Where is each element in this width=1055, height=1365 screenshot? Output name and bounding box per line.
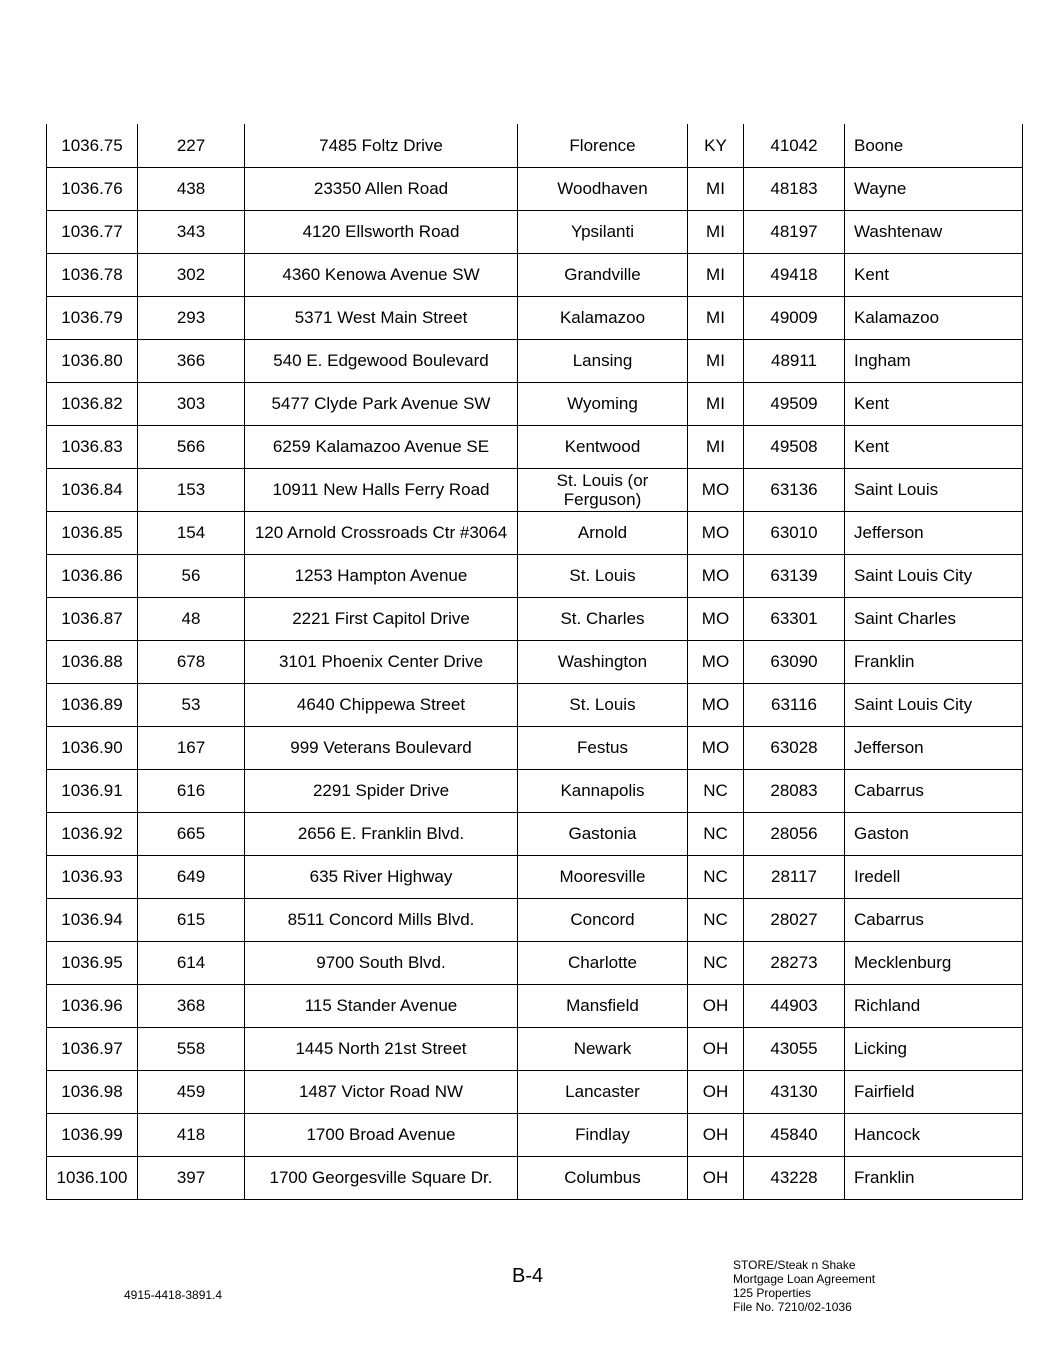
property-number-cell: 1036.88 xyxy=(47,640,138,683)
footer-document-info xyxy=(733,1258,875,1314)
state-cell: OH xyxy=(688,1156,744,1199)
store-number-cell: 48 xyxy=(138,597,245,640)
state-cell: MI xyxy=(688,382,744,425)
address-cell: 3101 Phoenix Center Drive xyxy=(245,640,518,683)
zip-cell: 48197 xyxy=(744,210,845,253)
address-cell: 2291 Spider Drive xyxy=(245,769,518,812)
state-cell: MI xyxy=(688,167,744,210)
city-cell: Columbus xyxy=(518,1156,688,1199)
state-cell: NC xyxy=(688,812,744,855)
store-number-cell: 615 xyxy=(138,898,245,941)
state-cell: OH xyxy=(688,1113,744,1156)
city-cell: Kentwood xyxy=(518,425,688,468)
address-cell: 4120 Ellsworth Road xyxy=(245,210,518,253)
property-table xyxy=(46,124,1023,1200)
store-number-cell: 366 xyxy=(138,339,245,382)
address-cell: 540 E. Edgewood Boulevard xyxy=(245,339,518,382)
zip-cell: 49418 xyxy=(744,253,845,296)
property-number-cell: 1036.98 xyxy=(47,1070,138,1113)
state-cell: OH xyxy=(688,984,744,1027)
zip-cell: 49508 xyxy=(744,425,845,468)
city-cell: Festus xyxy=(518,726,688,769)
zip-cell: 63010 xyxy=(744,511,845,554)
property-number-cell: 1036.85 xyxy=(47,511,138,554)
state-cell: MO xyxy=(688,511,744,554)
city-cell: Newark xyxy=(518,1027,688,1070)
city-cell: Mooresville xyxy=(518,855,688,898)
store-number-cell: 167 xyxy=(138,726,245,769)
table-row xyxy=(47,769,1023,812)
store-number-cell: 293 xyxy=(138,296,245,339)
county-cell: Licking xyxy=(845,1027,1023,1070)
store-number-cell: 53 xyxy=(138,683,245,726)
city-cell: Grandville xyxy=(518,253,688,296)
county-cell: Mecklenburg xyxy=(845,941,1023,984)
zip-cell: 63116 xyxy=(744,683,845,726)
city-cell: Lancaster xyxy=(518,1070,688,1113)
store-number-cell: 678 xyxy=(138,640,245,683)
state-cell: NC xyxy=(688,898,744,941)
city-cell: Kannapolis xyxy=(518,769,688,812)
page-number: B-4 xyxy=(512,1265,544,1287)
store-number-cell: 343 xyxy=(138,210,245,253)
county-cell: Saint Louis City xyxy=(845,554,1023,597)
store-number-cell: 153 xyxy=(138,468,245,511)
property-number-cell: 1036.99 xyxy=(47,1113,138,1156)
city-cell: Findlay xyxy=(518,1113,688,1156)
city-cell: Lansing xyxy=(518,339,688,382)
store-number-cell: 418 xyxy=(138,1113,245,1156)
address-cell: 120 Arnold Crossroads Ctr #3064 xyxy=(245,511,518,554)
table-row xyxy=(47,253,1023,296)
zip-cell: 43228 xyxy=(744,1156,845,1199)
property-number-cell: 1036.89 xyxy=(47,683,138,726)
address-cell: 4640 Chippewa Street xyxy=(245,683,518,726)
property-number-cell: 1036.84 xyxy=(47,468,138,511)
address-cell: 1445 North 21st Street xyxy=(245,1027,518,1070)
store-number-cell: 154 xyxy=(138,511,245,554)
state-cell: MO xyxy=(688,554,744,597)
property-number-cell: 1036.92 xyxy=(47,812,138,855)
address-cell: 115 Stander Avenue xyxy=(245,984,518,1027)
store-number-cell: 566 xyxy=(138,425,245,468)
store-number-cell: 558 xyxy=(138,1027,245,1070)
state-cell: KY xyxy=(688,124,744,167)
zip-cell: 63136 xyxy=(744,468,845,511)
county-cell: Hancock xyxy=(845,1113,1023,1156)
table-row xyxy=(47,1070,1023,1113)
table-row xyxy=(47,855,1023,898)
city-cell: Mansfield xyxy=(518,984,688,1027)
state-cell: NC xyxy=(688,941,744,984)
address-cell: 7485 Foltz Drive xyxy=(245,124,518,167)
table-row xyxy=(47,898,1023,941)
county-cell: Iredell xyxy=(845,855,1023,898)
state-cell: MO xyxy=(688,468,744,511)
city-cell: St. Louis (or Ferguson) xyxy=(518,468,688,511)
state-cell: MI xyxy=(688,210,744,253)
address-cell: 1700 Broad Avenue xyxy=(245,1113,518,1156)
state-cell: NC xyxy=(688,769,744,812)
store-number-cell: 614 xyxy=(138,941,245,984)
table-row xyxy=(47,597,1023,640)
property-number-cell: 1036.96 xyxy=(47,984,138,1027)
county-cell: Washtenaw xyxy=(845,210,1023,253)
table-row xyxy=(47,468,1023,511)
state-cell: MI xyxy=(688,425,744,468)
zip-cell: 28083 xyxy=(744,769,845,812)
property-number-cell: 1036.78 xyxy=(47,253,138,296)
table-row xyxy=(47,511,1023,554)
footer-line: 125 Properties xyxy=(733,1286,812,1300)
zip-cell: 28117 xyxy=(744,855,845,898)
zip-cell: 28056 xyxy=(744,812,845,855)
property-number-cell: 1036.77 xyxy=(47,210,138,253)
state-cell: MO xyxy=(688,726,744,769)
zip-cell: 41042 xyxy=(744,124,845,167)
property-number-cell: 1036.100 xyxy=(47,1156,138,1199)
property-number-cell: 1036.80 xyxy=(47,339,138,382)
city-cell: Charlotte xyxy=(518,941,688,984)
zip-cell: 44903 xyxy=(744,984,845,1027)
table-row xyxy=(47,167,1023,210)
address-cell: 9700 South Blvd. xyxy=(245,941,518,984)
zip-cell: 49509 xyxy=(744,382,845,425)
store-number-cell: 649 xyxy=(138,855,245,898)
state-cell: OH xyxy=(688,1070,744,1113)
county-cell: Cabarrus xyxy=(845,769,1023,812)
city-cell: Arnold xyxy=(518,511,688,554)
zip-cell: 63139 xyxy=(744,554,845,597)
table-row xyxy=(47,726,1023,769)
county-cell: Richland xyxy=(845,984,1023,1027)
store-number-cell: 56 xyxy=(138,554,245,597)
table-row xyxy=(47,984,1023,1027)
state-cell: MI xyxy=(688,253,744,296)
table-row xyxy=(47,296,1023,339)
table-row xyxy=(47,941,1023,984)
table-row xyxy=(47,683,1023,726)
address-cell: 5477 Clyde Park Avenue SW xyxy=(245,382,518,425)
address-cell: 6259 Kalamazoo Avenue SE xyxy=(245,425,518,468)
property-number-cell: 1036.79 xyxy=(47,296,138,339)
zip-cell: 43130 xyxy=(744,1070,845,1113)
zip-cell: 28273 xyxy=(744,941,845,984)
property-number-cell: 1036.87 xyxy=(47,597,138,640)
address-cell: 635 River Highway xyxy=(245,855,518,898)
table-row xyxy=(47,382,1023,425)
property-number-cell: 1036.75 xyxy=(47,124,138,167)
zip-cell: 63028 xyxy=(744,726,845,769)
table-row xyxy=(47,1156,1023,1199)
state-cell: NC xyxy=(688,855,744,898)
store-number-cell: 227 xyxy=(138,124,245,167)
address-cell: 23350 Allen Road xyxy=(245,167,518,210)
property-number-cell: 1036.91 xyxy=(47,769,138,812)
county-cell: Jefferson xyxy=(845,726,1023,769)
address-cell: 1253 Hampton Avenue xyxy=(245,554,518,597)
city-cell: St. Charles xyxy=(518,597,688,640)
address-cell: 2656 E. Franklin Blvd. xyxy=(245,812,518,855)
county-cell: Jefferson xyxy=(845,511,1023,554)
property-number-cell: 1036.95 xyxy=(47,941,138,984)
zip-cell: 63301 xyxy=(744,597,845,640)
zip-cell: 48911 xyxy=(744,339,845,382)
city-cell: Woodhaven xyxy=(518,167,688,210)
table-row xyxy=(47,425,1023,468)
zip-cell: 45840 xyxy=(744,1113,845,1156)
address-cell: 5371 West Main Street xyxy=(245,296,518,339)
county-cell: Ingham xyxy=(845,339,1023,382)
city-cell: Kalamazoo xyxy=(518,296,688,339)
county-cell: Saint Louis xyxy=(845,468,1023,511)
county-cell: Cabarrus xyxy=(845,898,1023,941)
address-cell: 1487 Victor Road NW xyxy=(245,1070,518,1113)
table-row xyxy=(47,1113,1023,1156)
county-cell: Boone xyxy=(845,124,1023,167)
property-number-cell: 1036.93 xyxy=(47,855,138,898)
county-cell: Kent xyxy=(845,253,1023,296)
footer-line: Mortgage Loan Agreement xyxy=(733,1272,876,1286)
city-cell: Wyoming xyxy=(518,382,688,425)
footer-line: File No. 7210/02-1036 xyxy=(733,1300,852,1314)
county-cell: Saint Louis City xyxy=(845,683,1023,726)
table-body xyxy=(47,124,1023,1199)
state-cell: MI xyxy=(688,339,744,382)
address-cell: 8511 Concord Mills Blvd. xyxy=(245,898,518,941)
store-number-cell: 459 xyxy=(138,1070,245,1113)
city-cell: St. Louis xyxy=(518,683,688,726)
table-row xyxy=(47,339,1023,382)
county-cell: Franklin xyxy=(845,640,1023,683)
address-cell: 999 Veterans Boulevard xyxy=(245,726,518,769)
table-row xyxy=(47,640,1023,683)
table-row xyxy=(47,1027,1023,1070)
county-cell: Kent xyxy=(845,382,1023,425)
city-cell: St. Louis xyxy=(518,554,688,597)
document-id: 4915-4418-3891.4 xyxy=(124,1288,223,1302)
address-cell: 10911 New Halls Ferry Road xyxy=(245,468,518,511)
zip-cell: 43055 xyxy=(744,1027,845,1070)
city-cell: Gastonia xyxy=(518,812,688,855)
address-cell: 2221 First Capitol Drive xyxy=(245,597,518,640)
zip-cell: 48183 xyxy=(744,167,845,210)
property-number-cell: 1036.94 xyxy=(47,898,138,941)
state-cell: MI xyxy=(688,296,744,339)
state-cell: MO xyxy=(688,683,744,726)
property-number-cell: 1036.97 xyxy=(47,1027,138,1070)
property-number-cell: 1036.82 xyxy=(47,382,138,425)
zip-cell: 28027 xyxy=(744,898,845,941)
address-cell: 1700 Georgesville Square Dr. xyxy=(245,1156,518,1199)
city-cell: Washington xyxy=(518,640,688,683)
city-cell: Ypsilanti xyxy=(518,210,688,253)
property-number-cell: 1036.76 xyxy=(47,167,138,210)
county-cell: Wayne xyxy=(845,167,1023,210)
city-cell: Concord xyxy=(518,898,688,941)
table-row xyxy=(47,210,1023,253)
store-number-cell: 665 xyxy=(138,812,245,855)
state-cell: MO xyxy=(688,597,744,640)
property-number-cell: 1036.86 xyxy=(47,554,138,597)
county-cell: Kalamazoo xyxy=(845,296,1023,339)
footer-line: STORE/Steak n Shake xyxy=(733,1258,856,1272)
county-cell: Kent xyxy=(845,425,1023,468)
store-number-cell: 368 xyxy=(138,984,245,1027)
zip-cell: 63090 xyxy=(744,640,845,683)
table-row xyxy=(47,124,1023,167)
store-number-cell: 302 xyxy=(138,253,245,296)
address-cell: 4360 Kenowa Avenue SW xyxy=(245,253,518,296)
state-cell: OH xyxy=(688,1027,744,1070)
store-number-cell: 616 xyxy=(138,769,245,812)
property-number-cell: 1036.90 xyxy=(47,726,138,769)
property-table-container xyxy=(46,124,1022,1200)
zip-cell: 49009 xyxy=(744,296,845,339)
store-number-cell: 303 xyxy=(138,382,245,425)
city-cell: Florence xyxy=(518,124,688,167)
county-cell: Franklin xyxy=(845,1156,1023,1199)
table-row xyxy=(47,554,1023,597)
county-cell: Gaston xyxy=(845,812,1023,855)
property-number-cell: 1036.83 xyxy=(47,425,138,468)
state-cell: MO xyxy=(688,640,744,683)
table-row xyxy=(47,812,1023,855)
store-number-cell: 397 xyxy=(138,1156,245,1199)
county-cell: Saint Charles xyxy=(845,597,1023,640)
store-number-cell: 438 xyxy=(138,167,245,210)
county-cell: Fairfield xyxy=(845,1070,1023,1113)
